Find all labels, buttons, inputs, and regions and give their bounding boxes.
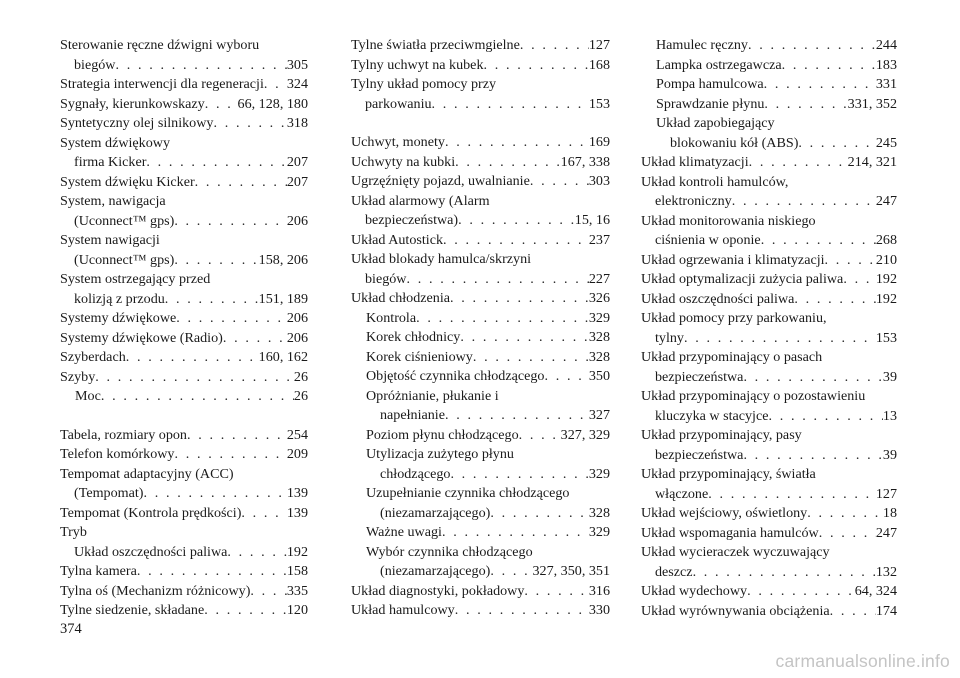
entry-heading: Wybór czynnika chłodzącego — [366, 543, 533, 560]
page-reference: 168 — [588, 56, 610, 73]
entry-term: firma Kicker — [74, 154, 147, 170]
index-subentry — [351, 426, 610, 446]
dot-leader — [544, 367, 588, 387]
index-entry — [641, 387, 897, 426]
entry-term: System dźwięku Kicker — [60, 173, 195, 190]
dot-leader — [432, 95, 589, 115]
index-entry — [351, 56, 610, 76]
index-entry — [641, 290, 897, 310]
entry-term: Korek ciśnieniowy — [366, 348, 473, 365]
page-reference: 247 — [875, 524, 897, 541]
page-reference: 167, 338 — [560, 153, 610, 170]
index-subentry — [641, 114, 897, 153]
page-reference: 209 — [286, 446, 308, 462]
entry-heading: System, nawigacja — [60, 193, 166, 209]
entry-term: włączone — [655, 485, 709, 502]
index-subentry — [641, 75, 897, 95]
page-reference: 192 — [875, 290, 897, 307]
entry-term: Pompa hamulcowa — [656, 76, 764, 92]
dot-leader — [137, 562, 287, 582]
dot-leader — [126, 348, 259, 368]
section-gap — [351, 114, 610, 133]
dot-leader — [450, 465, 588, 485]
dot-leader — [264, 75, 287, 95]
entry-term: Uchwyty na kubki — [351, 153, 456, 170]
index-entry — [641, 309, 897, 348]
dot-leader — [445, 406, 589, 426]
entry-term: Układ wejściowy, oświetlony — [641, 505, 808, 521]
entry-term: Szyby — [60, 368, 96, 385]
entry-heading: Tryb — [60, 524, 87, 540]
index-entry — [641, 212, 897, 251]
dot-leader — [524, 582, 588, 602]
page-reference: 207 — [286, 173, 308, 190]
dot-leader — [732, 192, 876, 212]
entry-term: Układ chłodzenia — [351, 290, 451, 306]
entry-term: Tempomat (Kontrola prędkości) — [60, 504, 242, 521]
dot-leader — [473, 348, 589, 368]
page-reference: 39 — [882, 446, 897, 463]
entry-term: Moc — [75, 388, 101, 404]
dot-leader — [520, 36, 589, 56]
entry-term: (niezamarzającego) — [380, 504, 491, 521]
index-entry — [641, 426, 897, 465]
index-subentry — [351, 445, 610, 484]
dot-leader — [101, 387, 294, 407]
page-reference: 26 — [293, 368, 308, 385]
entry-term: Tylna oś (Mechanizm różnicowy) — [60, 582, 251, 599]
index-entry — [351, 36, 610, 56]
page-reference: 206 — [286, 310, 308, 326]
entry-heading: Układ zapobiegający — [656, 115, 775, 131]
entry-term: Systemy dźwiękowe (Radio) — [60, 329, 223, 346]
index-subentry — [351, 543, 610, 582]
page-reference: 158 — [286, 563, 308, 579]
index-entry — [641, 602, 897, 622]
entry-term: Sprawdzanie płynu — [656, 95, 765, 112]
entry-heading: Układ monitorowania niskiego — [641, 212, 816, 229]
index-subentry — [351, 309, 610, 329]
entry-term: Telefon komórkowy — [60, 446, 175, 462]
entry-term: kluczyka w stacyjce — [655, 407, 769, 424]
page-reference: 15, 16 — [574, 212, 610, 228]
dot-leader — [407, 270, 589, 290]
index-entry — [641, 582, 897, 602]
index-entry — [60, 348, 308, 368]
index-entry — [641, 251, 897, 271]
entry-term: Układ wspomagania hamulców — [641, 524, 819, 541]
page-reference: 331, 352 — [847, 95, 897, 112]
page-reference: 329 — [588, 309, 610, 326]
page-reference: 318 — [286, 115, 308, 131]
entry-term: bezpieczeństwa — [655, 446, 744, 463]
index-entry — [641, 524, 897, 544]
entry-term: Strategia interwencji dla regeneracji — [60, 76, 264, 92]
entry-term: Układ ogrzewania i klimatyzacji — [641, 251, 825, 268]
page-number: 374 — [60, 621, 82, 637]
dot-leader — [764, 75, 876, 95]
index-entry — [351, 153, 610, 173]
index-entry — [60, 36, 308, 75]
index-subentry — [351, 484, 610, 523]
entry-term: Systemy dźwiękowe — [60, 310, 177, 326]
page-reference: 330 — [588, 602, 610, 618]
entry-heading: Układ blokady hamulca/skrzyni — [351, 251, 532, 267]
dot-leader — [484, 56, 589, 76]
dot-leader — [764, 95, 847, 115]
dot-leader — [213, 114, 286, 134]
entry-term: Układ diagnostyki, pokładowy — [351, 582, 525, 599]
page-reference: 328 — [588, 504, 610, 521]
page-reference: 13 — [882, 407, 897, 424]
dot-leader — [174, 212, 287, 232]
dot-leader — [176, 309, 287, 329]
watermark: carmanualsonline.info — [775, 651, 950, 671]
index-entry — [351, 601, 610, 621]
index-entry — [351, 582, 610, 602]
page-reference: 327, 350, 351 — [532, 563, 610, 579]
index-entry — [351, 133, 610, 153]
index-entry — [60, 75, 308, 95]
entry-term: Syntetyczny olej silnikowy — [60, 115, 214, 131]
entry-heading: Układ przypominający o pozostawieniu — [641, 388, 866, 404]
entry-term: Tylna kamera — [60, 563, 137, 579]
page-reference: 153 — [588, 95, 610, 112]
page-reference: 206 — [286, 212, 308, 229]
entry-heading: Utylizacja zużytego płynu — [366, 446, 514, 462]
index-entry — [351, 172, 610, 192]
dot-leader — [749, 153, 848, 173]
index-entry — [641, 173, 897, 212]
entry-term: Uchwyt, monety — [351, 134, 445, 150]
entry-term: deszcz — [655, 563, 693, 580]
page-reference: 329 — [588, 524, 610, 540]
index-entry — [60, 368, 308, 388]
dot-leader — [708, 485, 876, 505]
entry-term: chłodzącego — [380, 465, 451, 482]
index-entry — [60, 523, 308, 562]
entry-term: Poziom płynu chłodzącego — [366, 426, 519, 443]
dot-leader — [116, 56, 287, 76]
dot-leader — [241, 504, 286, 524]
index-entry — [60, 173, 308, 193]
index-entry — [60, 601, 308, 621]
dot-leader — [530, 172, 589, 192]
index-entry — [60, 329, 308, 349]
index-entry — [60, 309, 308, 329]
page-reference: 305 — [286, 56, 308, 73]
dot-leader — [743, 368, 882, 388]
entry-term: parkowaniu — [365, 95, 432, 112]
entry-term: Tabela, rozmiary opon — [60, 426, 187, 443]
page-reference: 183 — [875, 56, 897, 73]
entry-heading: Sterowanie ręczne dźwigni wyboru — [60, 37, 260, 53]
dot-leader — [416, 309, 589, 329]
entry-term: Sygnały, kierunkowskazy — [60, 95, 205, 112]
entry-term: Układ oszczędności paliwa — [74, 543, 228, 560]
entry-term: Ugrzęźnięty pojazd, uwalnianie — [351, 173, 530, 189]
page-reference: 244 — [875, 37, 897, 53]
page-reference: 151, 189 — [258, 290, 308, 307]
page-reference: 174 — [875, 602, 897, 619]
entry-term: Układ hamulcowy — [351, 602, 455, 618]
entry-term: Lampka ostrzegawcza — [656, 56, 782, 73]
index-entry — [351, 231, 610, 251]
page-reference: 206 — [286, 329, 308, 346]
index-subentry — [351, 367, 610, 387]
entry-heading: Układ wycieraczek wyczuwający — [641, 544, 830, 560]
entry-heading: Tempomat adaptacyjny (ACC) — [60, 465, 234, 482]
entry-heading: Opróżnianie, płukanie i — [366, 387, 499, 404]
dot-leader — [455, 601, 589, 621]
page-reference: 245 — [875, 134, 897, 151]
entry-heading: Układ kontroli hamulców, — [641, 173, 789, 190]
dot-leader — [490, 562, 532, 582]
dot-leader — [794, 290, 875, 310]
page-reference: 139 — [286, 504, 308, 521]
entry-term: blokowaniu kół (ABS) — [670, 134, 799, 151]
entry-term: tylny — [655, 329, 684, 346]
entry-heading: Układ przypominający o pasach — [641, 349, 823, 365]
page-reference: 139 — [286, 485, 308, 501]
index-entry — [641, 270, 897, 290]
index-subentry — [60, 387, 308, 407]
dot-leader — [165, 290, 259, 310]
page-reference: 327 — [588, 407, 610, 423]
page-reference: 207 — [286, 154, 308, 170]
entry-term: Objętość czynnika chłodzącego — [366, 368, 545, 384]
page-reference: 192 — [286, 543, 308, 560]
entry-term: Układ oszczędności paliwa — [641, 290, 795, 307]
dot-leader — [819, 524, 876, 544]
entry-heading: System ostrzegający przed — [60, 271, 211, 287]
index-entry — [60, 231, 308, 270]
section-gap — [60, 407, 308, 426]
dot-leader — [250, 582, 286, 602]
page-reference: 303 — [588, 173, 610, 189]
index-subentry — [351, 328, 610, 348]
page-reference: 247 — [875, 193, 897, 209]
page-reference: 326 — [588, 290, 610, 306]
entry-heading: System dźwiękowy — [60, 134, 170, 151]
entry-heading: Układ przypominający, pasy — [641, 427, 802, 443]
dot-leader — [227, 543, 286, 563]
page-reference: 254 — [286, 426, 308, 443]
index-entry — [60, 562, 308, 582]
entry-term: Układ wyrównywania obciążenia — [641, 602, 830, 619]
dot-leader — [143, 484, 286, 504]
entry-term: bezpieczeństwa — [655, 368, 744, 385]
entry-term: kolizją z przodu — [74, 290, 165, 307]
index-entry — [641, 543, 897, 582]
page-reference: 169 — [588, 134, 610, 150]
dot-leader — [442, 523, 589, 543]
index-entry — [60, 114, 308, 134]
page-reference: 328 — [588, 348, 610, 365]
page-reference: 120 — [286, 602, 308, 618]
page-reference: 210 — [875, 251, 897, 268]
index-entry — [60, 270, 308, 309]
page-reference: 158, 206 — [258, 251, 308, 268]
index-entry — [641, 153, 897, 173]
index-subentry — [641, 95, 897, 115]
dot-leader — [830, 602, 876, 622]
index-entry — [60, 95, 308, 115]
dot-leader — [450, 289, 589, 309]
entry-heading: Tylny układ pomocy przy — [351, 76, 497, 92]
dot-leader — [460, 328, 589, 348]
entry-term: Szyberdach — [60, 349, 126, 365]
page-reference: 237 — [588, 231, 610, 248]
entry-term: biegów — [365, 270, 407, 287]
entry-term: (niezamarzającego) — [380, 563, 491, 579]
index-entry — [60, 582, 308, 602]
dot-leader — [205, 95, 238, 115]
entry-term: Korek chłodnicy — [366, 329, 461, 345]
page-reference: 18 — [882, 505, 897, 521]
dot-leader — [761, 231, 876, 251]
index-subentry — [351, 387, 610, 426]
entry-term: (Tempomat) — [74, 485, 144, 501]
entry-term: (Uconnect™ gps) — [74, 212, 175, 229]
entry-term: biegów — [74, 56, 116, 73]
index-column-3 — [641, 36, 897, 621]
page-reference: 350 — [588, 368, 610, 384]
entry-term: Ważne uwagi — [366, 524, 442, 540]
index-subentry — [641, 36, 897, 56]
index-entry — [60, 465, 308, 504]
index-column-1 — [60, 36, 308, 621]
page-reference: 66, 128, 180 — [237, 95, 308, 112]
entry-term: Tylne światła przeciwmgielne — [351, 37, 520, 53]
page-reference: 64, 324 — [854, 583, 897, 599]
page-reference: 329 — [588, 465, 610, 482]
dot-leader — [458, 211, 575, 231]
dot-leader — [490, 504, 589, 524]
dot-leader — [519, 426, 561, 446]
entry-term: Układ Autostick — [351, 231, 443, 248]
page-reference: 39 — [882, 368, 897, 385]
dot-leader — [782, 56, 876, 76]
entry-term: elektroniczny — [655, 193, 732, 209]
entry-term: ciśnienia w oponie — [655, 232, 761, 248]
entry-term: Układ optymalizacji zużycia paliwa — [641, 271, 844, 287]
dot-leader — [843, 270, 876, 290]
entry-term: Kontrola — [366, 309, 417, 326]
page-reference: 327, 329 — [560, 426, 610, 443]
page-reference: 160, 162 — [258, 349, 308, 365]
dot-leader — [174, 445, 286, 465]
entry-heading: Uzupełnianie czynnika chłodzącego — [366, 485, 570, 501]
index-column-2 — [351, 36, 610, 621]
page-reference: 127 — [588, 37, 610, 53]
page-reference: 324 — [286, 76, 308, 92]
entry-heading: Układ alarmowy (Alarm — [351, 192, 490, 209]
dot-leader — [443, 231, 589, 251]
dot-leader — [798, 134, 875, 154]
dot-leader — [223, 329, 287, 349]
index-subentry — [351, 348, 610, 368]
page-reference: 227 — [588, 270, 610, 287]
index-subentry — [641, 56, 897, 76]
index-entry — [641, 465, 897, 504]
dot-leader — [204, 601, 287, 621]
index-entry — [60, 134, 308, 173]
index-entry — [351, 250, 610, 289]
page-reference: 132 — [875, 563, 897, 580]
dot-leader — [174, 251, 258, 271]
dot-leader — [95, 368, 294, 388]
index-entry — [60, 504, 308, 524]
page-reference: 316 — [588, 582, 610, 599]
dot-leader — [693, 563, 876, 583]
index-entry — [60, 192, 308, 231]
page-reference: 153 — [875, 329, 897, 346]
page-reference: 214, 321 — [847, 154, 897, 170]
dot-leader — [445, 133, 589, 153]
entry-term: Układ wydechowy — [641, 583, 748, 599]
index-entry — [351, 289, 610, 309]
index-subentry — [351, 523, 610, 543]
page-reference: 192 — [875, 271, 897, 287]
entry-term: Układ klimatyzacji — [641, 154, 749, 170]
dot-leader — [768, 407, 882, 427]
page-reference: 268 — [875, 232, 897, 248]
entry-term: Tylne siedzenie, składane — [60, 602, 205, 618]
page-reference: 335 — [286, 582, 308, 599]
index-entry — [60, 445, 308, 465]
index-entry — [60, 426, 308, 446]
dot-leader — [187, 426, 287, 446]
page-reference: 331 — [875, 76, 897, 92]
entry-heading: Układ pomocy przy parkowaniu, — [641, 310, 827, 326]
dot-leader — [743, 446, 882, 466]
index-entry — [351, 192, 610, 231]
index-entry — [641, 504, 897, 524]
dot-leader — [747, 582, 855, 602]
dot-leader — [146, 153, 286, 173]
dot-leader — [455, 153, 561, 173]
dot-leader — [807, 504, 883, 524]
dot-leader — [748, 36, 876, 56]
dot-leader — [684, 329, 876, 349]
entry-heading: System nawigacji — [60, 232, 160, 248]
index-entry — [641, 348, 897, 387]
entry-term: (Uconnect™ gps) — [74, 251, 175, 268]
entry-term: bezpieczeństwa) — [365, 212, 459, 228]
entry-term: Hamulec ręczny — [656, 37, 748, 53]
dot-leader — [195, 173, 287, 193]
page-reference: 127 — [875, 485, 897, 502]
entry-heading: Układ przypominający, światła — [641, 466, 816, 482]
index-entry — [351, 75, 610, 114]
page-reference: 328 — [588, 329, 610, 345]
dot-leader — [825, 251, 876, 271]
entry-term: napełnianie — [380, 407, 445, 423]
page-reference: 26 — [293, 388, 308, 404]
entry-term: Tylny uchwyt na kubek — [351, 56, 484, 73]
